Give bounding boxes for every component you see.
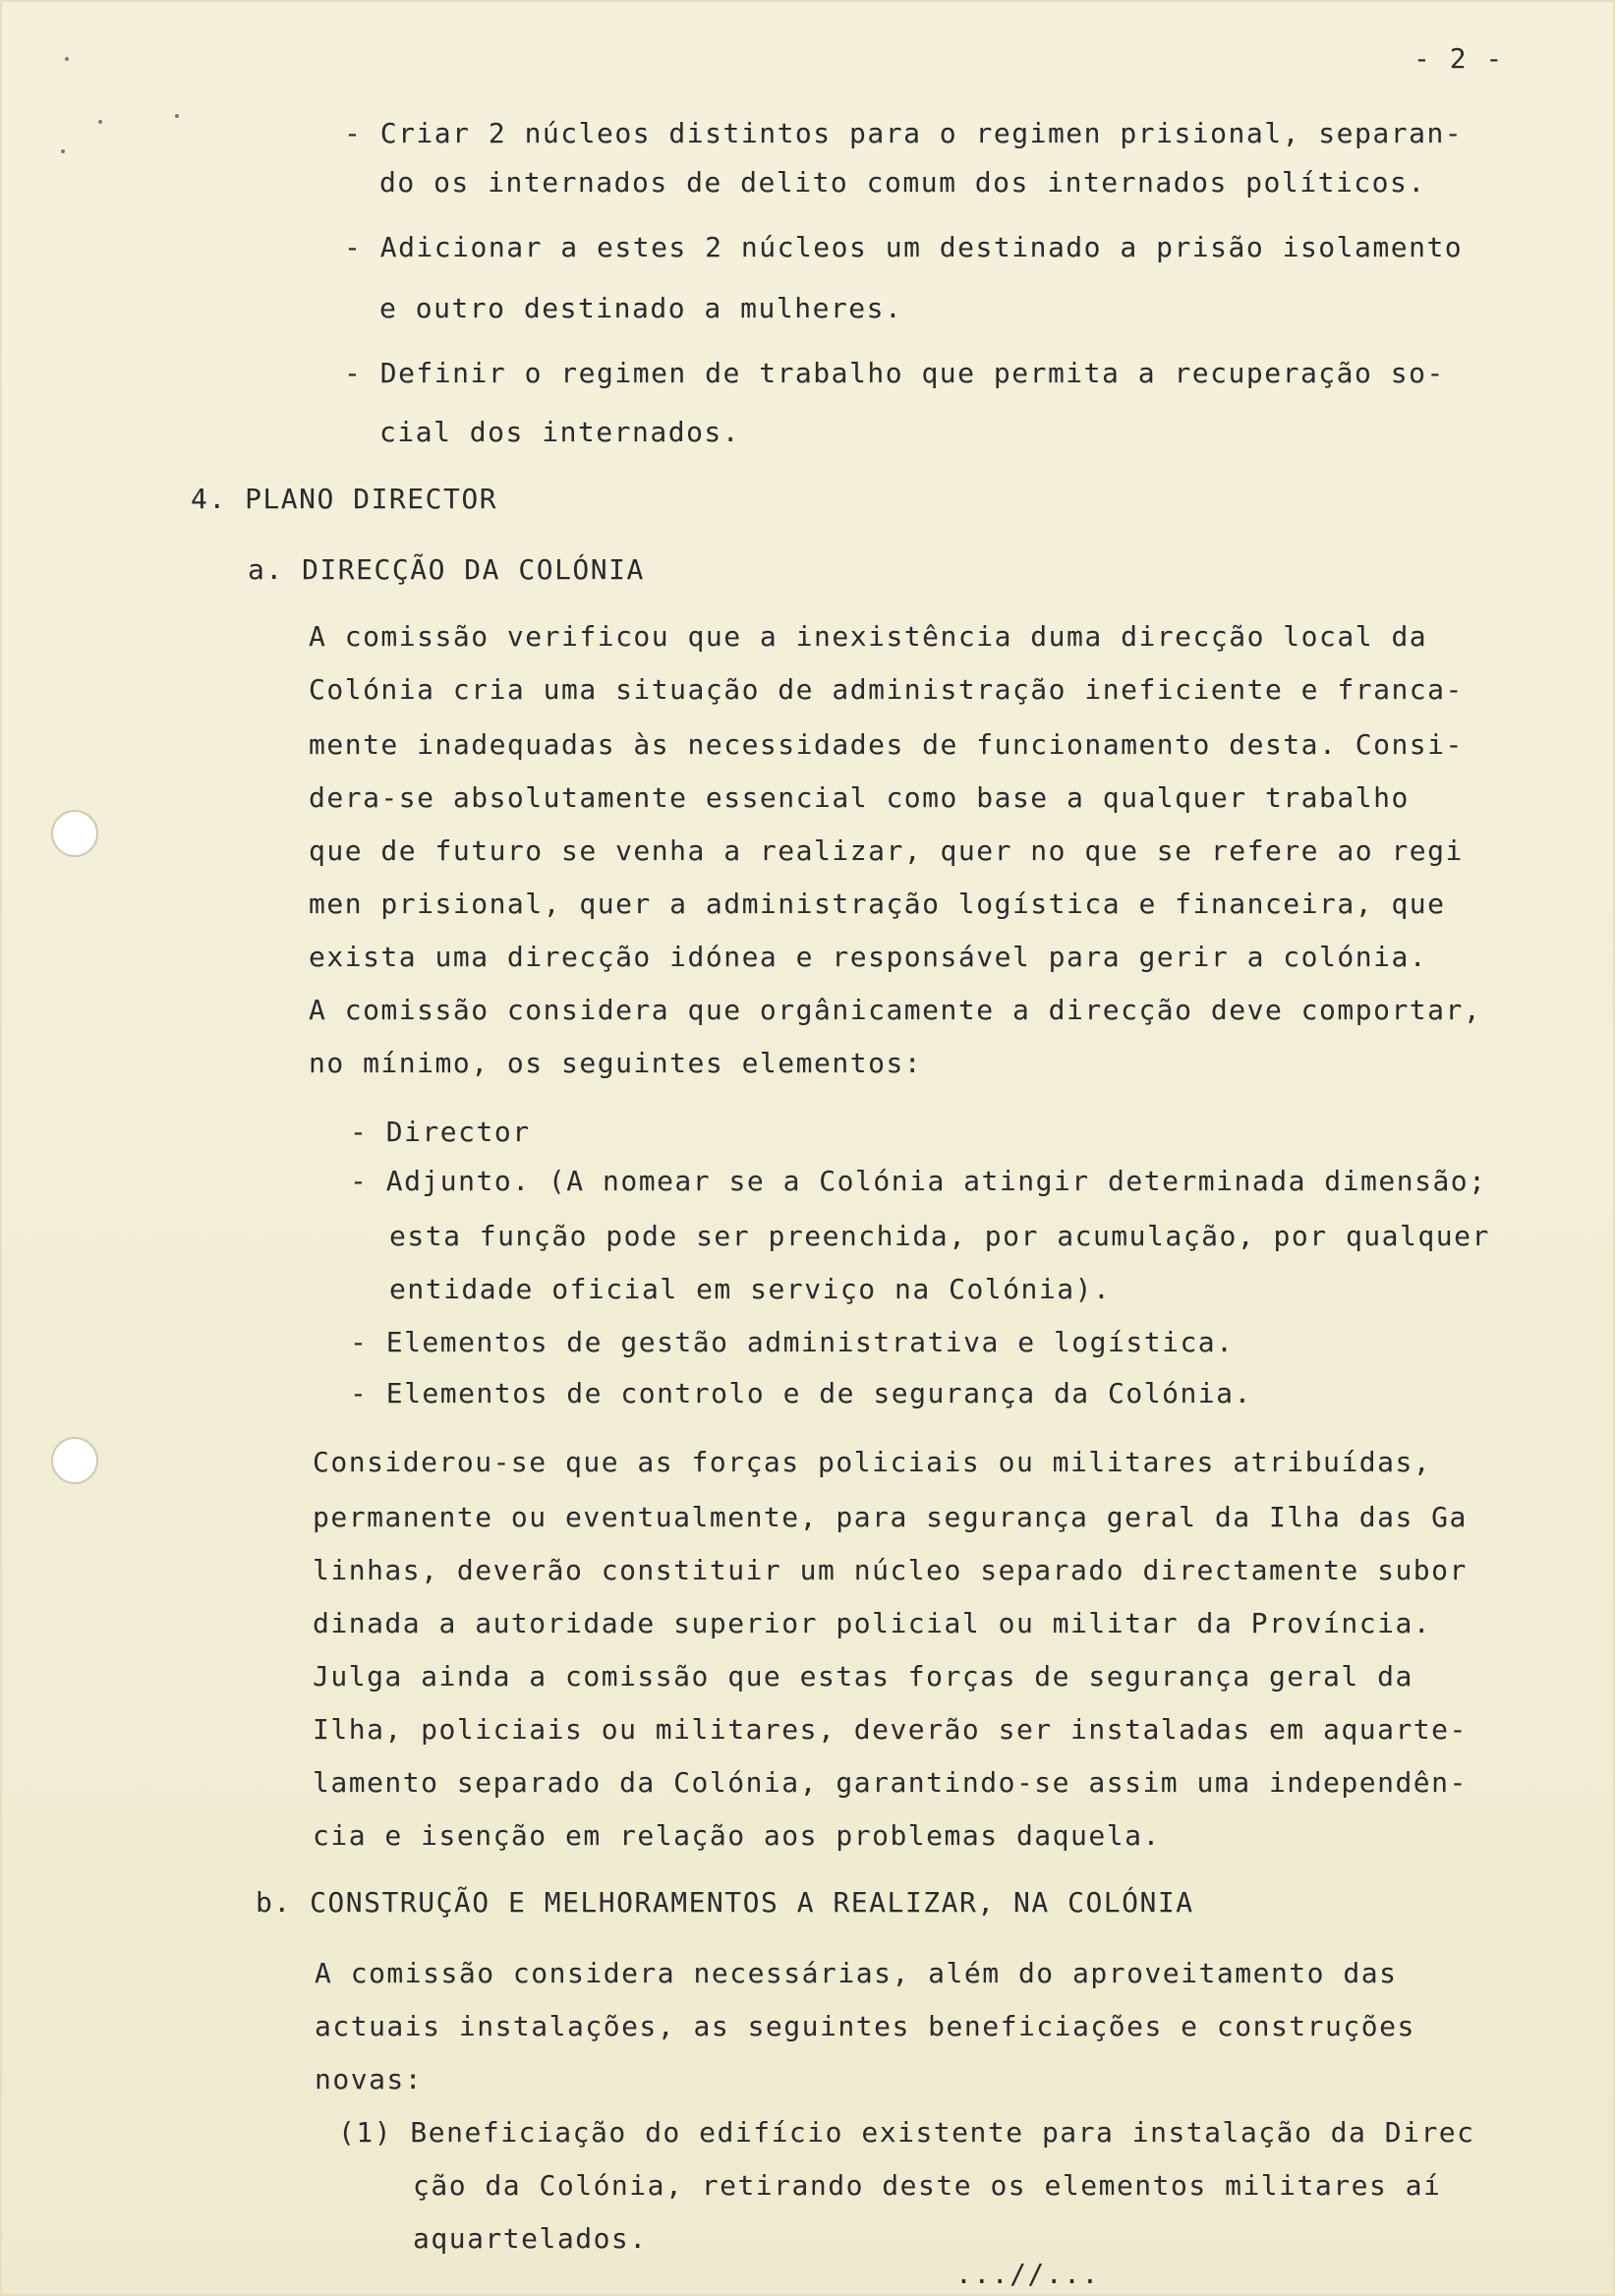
text-line: Colónia cria uma situação de administração ineficiente e franca- bbox=[309, 673, 1464, 706]
ink-speck bbox=[98, 120, 102, 124]
text-line: mente inadequadas às necessidades de funcionamento desta. Consi- bbox=[309, 728, 1464, 761]
list-item: - Adjunto. (A nomear se a Colónia atingir determinada dimensão; bbox=[350, 1165, 1487, 1197]
text-line: dinada a autoridade superior policial ou militar da Província. bbox=[313, 1607, 1432, 1639]
text-line: Considerou-se que as forças policiais ou militares atribuídas, bbox=[313, 1446, 1432, 1478]
list-item: - Elementos de controlo e de segurança da Colónia. bbox=[350, 1377, 1252, 1409]
ink-speck bbox=[175, 114, 179, 118]
text-line: novas: bbox=[315, 2063, 424, 2095]
punch-hole bbox=[51, 810, 98, 857]
list-item: - Director bbox=[350, 1116, 531, 1148]
text-line: ção da Colónia, retirando deste os elementos militares aí bbox=[413, 2169, 1442, 2202]
subsection-heading: a. DIRECÇÃO DA COLÓNIA bbox=[248, 553, 645, 586]
text-line: que de futuro se venha a realizar, quer no que se refere ao regi bbox=[309, 834, 1464, 867]
text-line: linhas, deverão constituir um núcleo separado directamente subor bbox=[313, 1554, 1468, 1586]
section-heading: 4. PLANO DIRECTOR bbox=[191, 483, 498, 515]
text-line: A comissão considera que orgânicamente a direcção deve comportar, bbox=[309, 994, 1482, 1026]
text-line: permanente ou eventualmente, para segurança geral da Ilha das Ga bbox=[313, 1501, 1468, 1533]
text-line: e outro destinado a mulheres. bbox=[379, 292, 903, 324]
text-line: - Adicionar a estes 2 núcleos um destinado a prisão isolamento bbox=[344, 231, 1464, 263]
text-line: Ilha, policiais ou militares, deverão ser instaladas em aquarte- bbox=[313, 1713, 1468, 1746]
punch-hole bbox=[51, 1437, 98, 1484]
ink-speck bbox=[61, 149, 65, 153]
text-line: no mínimo, os seguintes elementos: bbox=[309, 1047, 923, 1079]
subsection-heading: b. CONSTRUÇÃO E MELHORAMENTOS A REALIZAR, NA COLÓNIA bbox=[256, 1886, 1194, 1919]
text-line: A comissão considera necessárias, além do aproveitamento das bbox=[315, 1957, 1398, 1989]
text-line: actuais instalações, as seguintes beneficiações e construções bbox=[315, 2010, 1415, 2042]
text-line: men prisional, quer a administração logística e financeira, que bbox=[309, 888, 1446, 920]
text-line: exista uma direcção idónea e responsável para gerir a colónia. bbox=[309, 941, 1428, 973]
text-line: Julga ainda a comissão que estas forças de segurança geral da bbox=[313, 1660, 1413, 1693]
text-line: - Definir o regimen de trabalho que permita a recuperação so- bbox=[344, 357, 1445, 389]
text-line: entidade oficial em serviço na Colónia). bbox=[389, 1273, 1112, 1305]
text-line: A comissão verificou que a inexistência duma direcção local da bbox=[309, 620, 1428, 653]
ink-speck bbox=[65, 57, 69, 61]
page-number: - 2 - bbox=[1413, 42, 1504, 75]
text-line: aquartelados. bbox=[413, 2222, 648, 2255]
text-line: lamento separado da Colónia, garantindo-se assim uma independên- bbox=[313, 1766, 1468, 1799]
text-line: - Criar 2 núcleos distintos para o regimen prisional, separan- bbox=[344, 117, 1464, 149]
text-line: cia e isenção em relação aos problemas daquela. bbox=[313, 1819, 1161, 1852]
text-line: esta função pode ser preenchida, por acumulação, por qualquer bbox=[389, 1220, 1490, 1252]
text-line: cial dos internados. bbox=[379, 416, 741, 448]
text-line: do os internados de delito comum dos internados políticos. bbox=[379, 166, 1426, 199]
text-line: dera-se absolutamente essencial como base a qualquer trabalho bbox=[309, 781, 1410, 814]
list-item: (1) Beneficiação do edifício existente para instalação da Direc bbox=[338, 2116, 1475, 2149]
list-item: - Elementos de gestão administrativa e logística. bbox=[350, 1326, 1235, 1358]
continuation-mark: ...//... bbox=[955, 2258, 1100, 2290]
